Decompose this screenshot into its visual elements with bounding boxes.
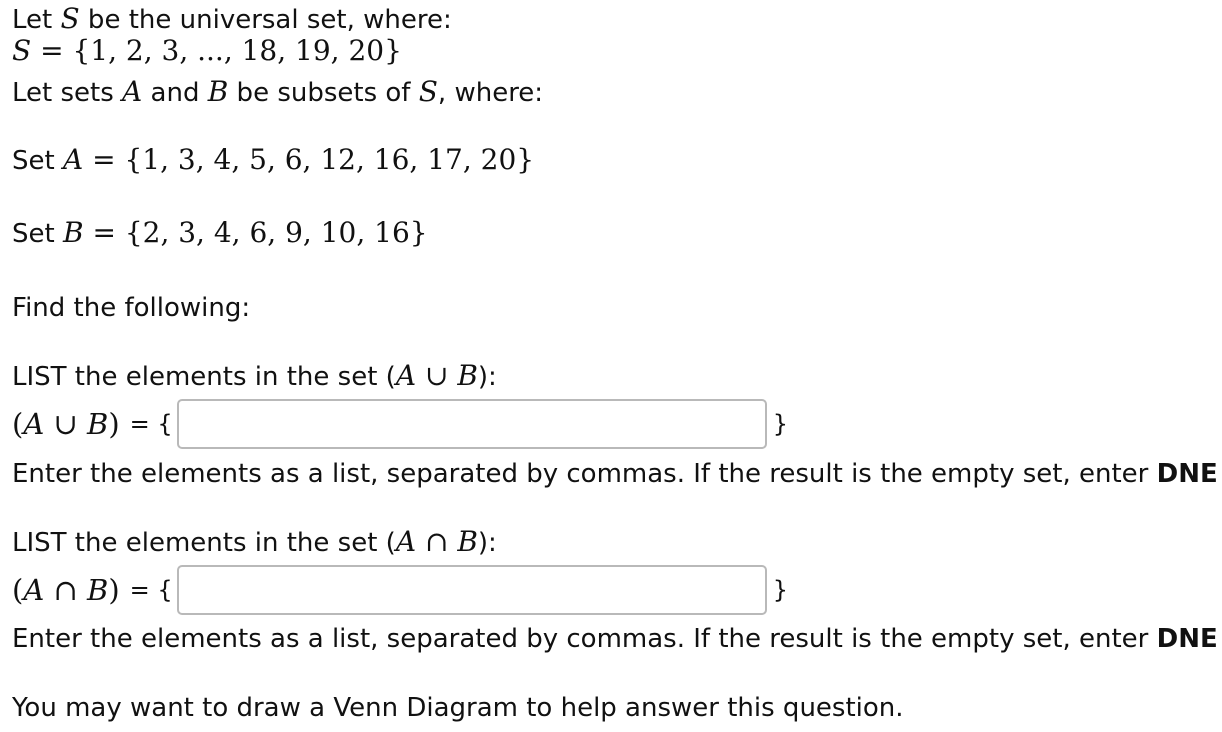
set-a-elements: {1, 3, 4, 5, 6, 12, 16, 17, 20}: [124, 143, 535, 176]
set-b-label: Set: [12, 219, 63, 249]
paren-open: (: [12, 407, 24, 441]
dne-keyword: DNE: [1156, 459, 1218, 489]
set-b-definition: [12, 216, 428, 251]
union-prompt: [12, 359, 497, 394]
var-s: S: [418, 75, 438, 108]
universal-set-definition: [12, 34, 402, 68]
close-brace: }: [772, 410, 788, 438]
paren-close: ): [108, 573, 120, 607]
intro-text: Let sets: [12, 78, 123, 108]
intro-text: , where:: [437, 78, 544, 108]
prompt-text: LIST the elements in the set (: [12, 528, 396, 558]
intro-text: be subsets of: [228, 78, 419, 108]
set-b-elements: {2, 3, 4, 6, 9, 10, 16}: [124, 216, 428, 249]
paren-close: ): [108, 407, 120, 441]
intersection-symbol: ∩: [416, 525, 458, 558]
intersection-symbol: ∩: [44, 573, 88, 607]
set-a-label: Set: [12, 146, 63, 176]
intro-text: Let: [12, 5, 61, 35]
dne-keyword: DNE: [1156, 624, 1218, 654]
var-b: B: [87, 407, 109, 441]
prompt-text: ):: [477, 528, 497, 558]
var-a: A: [122, 75, 143, 108]
var-b: B: [87, 573, 109, 607]
intro-text: be the universal set, where:: [79, 5, 452, 35]
var-a: A: [395, 525, 417, 558]
intro-text: and: [142, 78, 208, 108]
intersection-expression: [12, 573, 120, 607]
equals-sign: =: [31, 34, 73, 67]
var-b: B: [207, 75, 229, 108]
paren-open: (: [12, 573, 24, 607]
intersection-prompt: [12, 525, 497, 560]
intro-line-universal: [12, 2, 452, 37]
venn-diagram-note: You may want to draw a Venn Diagram to help answer this question.: [12, 693, 904, 723]
intersection-answer-row: [12, 561, 788, 619]
universal-set-elements: {1, 2, 3, ..., 18, 19, 20}: [72, 34, 402, 67]
var-b: B: [62, 216, 84, 249]
intersection-answer-input[interactable]: [177, 565, 767, 615]
var-a: A: [62, 143, 84, 176]
equals-sign: =: [83, 143, 125, 176]
equals-sign: =: [83, 216, 125, 249]
find-prompt: Find the following:: [12, 293, 251, 323]
union-expression: [12, 407, 120, 441]
hint-text: Enter the elements as a list, separated by commas. If the result is the empty set, enter: [12, 624, 1157, 654]
var-s: S: [60, 2, 80, 35]
union-hint: [12, 457, 1218, 491]
var-a: A: [23, 573, 45, 607]
union-answer-row: [12, 395, 788, 453]
intro-line-subsets: [12, 75, 543, 110]
equals-open-brace: = {: [129, 576, 173, 604]
prompt-text: LIST the elements in the set (: [12, 362, 396, 392]
prompt-text: ):: [477, 362, 497, 392]
set-a-definition: [12, 143, 534, 178]
union-answer-input[interactable]: [177, 399, 767, 449]
var-b: B: [457, 525, 478, 558]
union-symbol: ∪: [44, 407, 88, 441]
union-symbol: ∪: [416, 359, 458, 392]
equals-open-brace: = {: [129, 410, 173, 438]
hint-text: Enter the elements as a list, separated by commas. If the result is the empty set, enter: [12, 459, 1157, 489]
var-s: S: [12, 34, 32, 67]
intersection-hint: [12, 622, 1218, 656]
var-b: B: [457, 359, 478, 392]
var-a: A: [23, 407, 45, 441]
var-a: A: [395, 359, 417, 392]
close-brace: }: [772, 576, 788, 604]
